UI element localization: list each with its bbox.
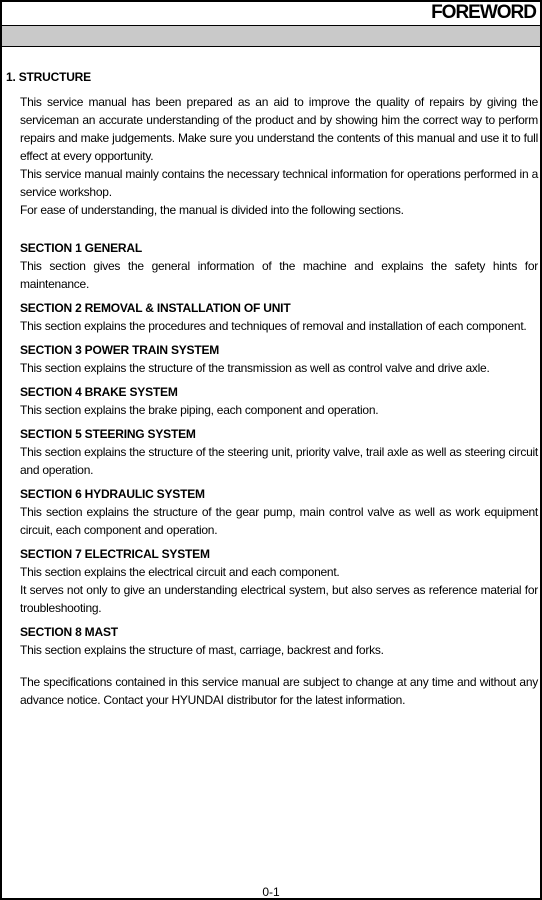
section-title: SECTION 1 GENERAL — [20, 241, 142, 255]
intro-block — [20, 93, 538, 219]
section-text: This section explains the structure of the transmission as well as control valve and drive axle. — [20, 361, 490, 375]
closing-paragraph: The specifications contained in this service manual are subject to change at any time and without any advance notice. Contact your HYUNDAI distributor for the latest information. — [20, 675, 538, 707]
section-title: SECTION 2 REMOVAL & INSTALLATION OF UNIT — [20, 301, 291, 315]
section-text: It serves not only to give an understanding electrical system, but also serves as reference material for troubleshooting. — [20, 583, 538, 615]
section-title: SECTION 4 BRAKE SYSTEM — [20, 385, 178, 399]
page-header — [2, 2, 540, 26]
section-3 — [20, 341, 538, 377]
header-band — [2, 26, 540, 47]
section-title: SECTION 5 STEERING SYSTEM — [20, 427, 196, 441]
section-title: SECTION 8 MAST — [20, 625, 118, 639]
section-6 — [20, 485, 538, 539]
section-4 — [20, 383, 538, 419]
section-text: This section explains the structure of the gear pump, main control valve as well as work equipment circuit, each component and operation. — [20, 505, 538, 537]
section-title: SECTION 6 HYDRAULIC SYSTEM — [20, 487, 205, 501]
section-text: This section explains the procedures and techniques of removal and installation of each component. — [20, 319, 527, 333]
section-2 — [20, 299, 538, 335]
section-1 — [20, 239, 538, 293]
section-text: This section explains the structure of mast, carriage, backrest and forks. — [20, 643, 384, 657]
chapter-heading: 1. STRUCTURE — [6, 70, 91, 84]
header-title: FOREWORD — [431, 2, 536, 23]
section-7 — [20, 545, 538, 617]
section-8 — [20, 623, 538, 659]
intro-paragraph: This service manual mainly contains the necessary technical information for operations performed in a service workshop. — [20, 167, 538, 199]
section-title: SECTION 3 POWER TRAIN SYSTEM — [20, 343, 220, 357]
section-text: This section explains the brake piping, each component and operation. — [20, 403, 379, 417]
section-text: This section explains the electrical circuit and each component. — [20, 565, 340, 579]
section-text: This section explains the structure of the steering unit, priority valve, trail axle as well as steering circuit and operation. — [20, 445, 538, 477]
section-5 — [20, 425, 538, 479]
closing-note — [20, 673, 538, 709]
page-content — [2, 68, 540, 709]
section-text: This section gives the general information of the machine and explains the safety hints for maintenance. — [20, 259, 538, 291]
intro-paragraph: This service manual has been prepared as an aid to improve the quality of repairs by giving the serviceman an accurate understanding of the product and by showing him the correct way to perform repairs and make judgements. Make sure you understand the contents of this manual and use it to full effect at every opportunity. — [20, 95, 538, 163]
body-block — [20, 93, 538, 709]
intro-paragraph: For ease of understanding, the manual is divided into the following sections. — [20, 203, 404, 217]
section-title: SECTION 7 ELECTRICAL SYSTEM — [20, 547, 210, 561]
page-number: 0-1 — [262, 885, 280, 899]
